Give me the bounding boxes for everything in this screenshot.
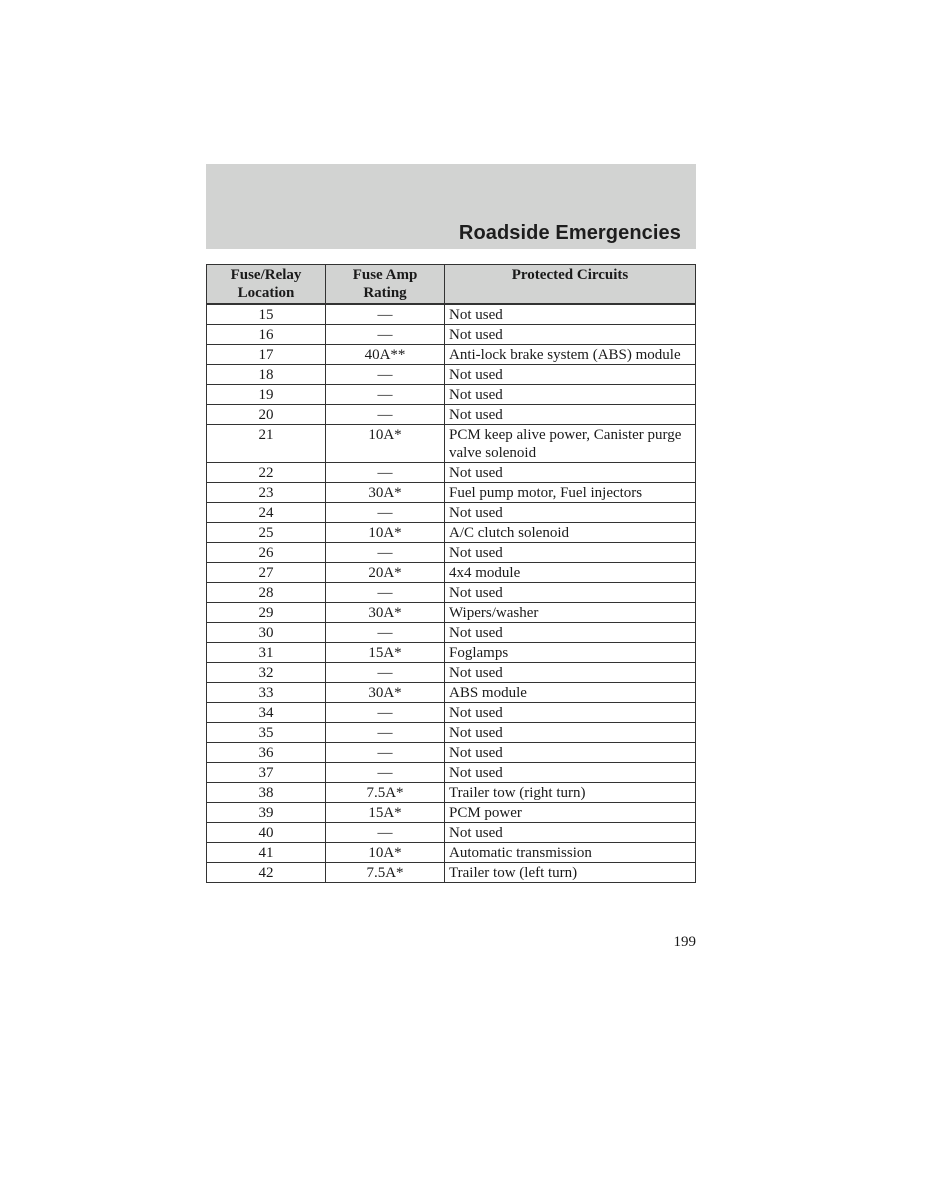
fuse-location-cell: 19 bbox=[207, 385, 326, 405]
protected-circuits-cell: Not used bbox=[445, 463, 696, 483]
table-row bbox=[207, 743, 696, 763]
protected-circuits-cell: A/C clutch solenoid bbox=[445, 523, 696, 543]
fuse-rating-cell: 40A** bbox=[326, 345, 445, 365]
fuse-rating-cell: 7.5A* bbox=[326, 863, 445, 883]
table-row bbox=[207, 703, 696, 723]
fuse-location-cell: 24 bbox=[207, 503, 326, 523]
fuse-location-cell: 16 bbox=[207, 325, 326, 345]
table-row bbox=[207, 425, 696, 463]
fuse-location-cell: 31 bbox=[207, 643, 326, 663]
fuse-rating-cell: 30A* bbox=[326, 483, 445, 503]
fuse-rating-cell: 20A* bbox=[326, 563, 445, 583]
fuse-location-cell: 26 bbox=[207, 543, 326, 563]
table-row bbox=[207, 405, 696, 425]
header-rating bbox=[326, 265, 445, 305]
protected-circuits-cell: Automatic transmission bbox=[445, 843, 696, 863]
fuse-location-cell: 41 bbox=[207, 843, 326, 863]
fuse-location-cell: 17 bbox=[207, 345, 326, 365]
table-row bbox=[207, 803, 696, 823]
protected-circuits-cell: Foglamps bbox=[445, 643, 696, 663]
fuse-rating-cell: — bbox=[326, 463, 445, 483]
header-rating-line2: Rating bbox=[363, 285, 407, 301]
fuse-rating-cell: 15A* bbox=[326, 803, 445, 823]
table-row bbox=[207, 345, 696, 365]
fuse-location-cell: 25 bbox=[207, 523, 326, 543]
fuse-rating-cell: — bbox=[326, 743, 445, 763]
table-row bbox=[207, 523, 696, 543]
table-row bbox=[207, 385, 696, 405]
protected-circuits-cell: Trailer tow (right turn) bbox=[445, 783, 696, 803]
protected-circuits-cell: ABS module bbox=[445, 683, 696, 703]
fuse-rating-cell: — bbox=[326, 325, 445, 345]
header-location-line1: Fuse/Relay bbox=[230, 267, 302, 283]
fuse-location-cell: 21 bbox=[207, 425, 326, 463]
fuse-location-cell: 40 bbox=[207, 823, 326, 843]
fuse-rating-cell: — bbox=[326, 583, 445, 603]
fuse-location-cell: 39 bbox=[207, 803, 326, 823]
table-row bbox=[207, 843, 696, 863]
fuse-location-cell: 27 bbox=[207, 563, 326, 583]
table-row bbox=[207, 823, 696, 843]
table-row bbox=[207, 463, 696, 483]
protected-circuits-cell: Not used bbox=[445, 743, 696, 763]
table-row bbox=[207, 603, 696, 623]
protected-circuits-cell: Fuel pump motor, Fuel injectors bbox=[445, 483, 696, 503]
fuse-rating-cell: 10A* bbox=[326, 523, 445, 543]
fuse-rating-cell: — bbox=[326, 703, 445, 723]
fuse-rating-cell: — bbox=[326, 723, 445, 743]
header-circuits: Protected Circuits bbox=[445, 265, 696, 305]
table-row bbox=[207, 623, 696, 643]
protected-circuits-cell: Not used bbox=[445, 823, 696, 843]
header-location bbox=[207, 265, 326, 305]
fuse-location-cell: 34 bbox=[207, 703, 326, 723]
section-header-band bbox=[206, 164, 696, 249]
fuse-rating-cell: — bbox=[326, 503, 445, 523]
fuse-rating-cell: 10A* bbox=[326, 843, 445, 863]
fuse-rating-cell: — bbox=[326, 823, 445, 843]
fuse-table bbox=[206, 264, 696, 883]
fuse-rating-cell: — bbox=[326, 304, 445, 325]
header-rating-line1: Fuse Amp bbox=[352, 267, 418, 283]
fuse-rating-cell: — bbox=[326, 763, 445, 783]
protected-circuits-cell: Not used bbox=[445, 503, 696, 523]
fuse-rating-cell: — bbox=[326, 405, 445, 425]
page-number: 199 bbox=[673, 934, 696, 950]
protected-circuits-cell: Not used bbox=[445, 385, 696, 405]
protected-circuits-cell: Not used bbox=[445, 304, 696, 325]
fuse-rating-cell: — bbox=[326, 365, 445, 385]
fuse-location-cell: 20 bbox=[207, 405, 326, 425]
fuse-location-cell: 15 bbox=[207, 304, 326, 325]
table-row bbox=[207, 365, 696, 385]
table-row bbox=[207, 783, 696, 803]
table-row bbox=[207, 643, 696, 663]
fuse-rating-cell: 7.5A* bbox=[326, 783, 445, 803]
table-row bbox=[207, 763, 696, 783]
protected-circuits-cell: Not used bbox=[445, 623, 696, 643]
table-row bbox=[207, 683, 696, 703]
protected-circuits-cell: Not used bbox=[445, 723, 696, 743]
fuse-location-cell: 23 bbox=[207, 483, 326, 503]
fuse-rating-cell: — bbox=[326, 663, 445, 683]
protected-circuits-cell: Not used bbox=[445, 763, 696, 783]
protected-circuits-cell: Not used bbox=[445, 365, 696, 385]
protected-circuits-cell: Not used bbox=[445, 583, 696, 603]
fuse-rating-cell: — bbox=[326, 385, 445, 405]
protected-circuits-cell: Not used bbox=[445, 405, 696, 425]
protected-circuits-cell: Wipers/washer bbox=[445, 603, 696, 623]
fuse-location-cell: 29 bbox=[207, 603, 326, 623]
protected-circuits-cell: Not used bbox=[445, 703, 696, 723]
table-row bbox=[207, 483, 696, 503]
table-row bbox=[207, 543, 696, 563]
header-location-line2: Location bbox=[237, 285, 295, 301]
protected-circuits-cell: Trailer tow (left turn) bbox=[445, 863, 696, 883]
protected-circuits-cell: Not used bbox=[445, 325, 696, 345]
table-row bbox=[207, 583, 696, 603]
table-row bbox=[207, 503, 696, 523]
fuse-rating-cell: 15A* bbox=[326, 643, 445, 663]
fuse-location-cell: 22 bbox=[207, 463, 326, 483]
fuse-location-cell: 36 bbox=[207, 743, 326, 763]
protected-circuits-cell: Anti-lock brake system (ABS) module bbox=[445, 345, 696, 365]
fuse-location-cell: 38 bbox=[207, 783, 326, 803]
fuse-location-cell: 42 bbox=[207, 863, 326, 883]
fuse-location-cell: 33 bbox=[207, 683, 326, 703]
fuse-rating-cell: 30A* bbox=[326, 603, 445, 623]
fuse-location-cell: 35 bbox=[207, 723, 326, 743]
protected-circuits-cell: PCM power bbox=[445, 803, 696, 823]
fuse-location-cell: 37 bbox=[207, 763, 326, 783]
fuse-table-body bbox=[207, 304, 696, 883]
fuse-rating-cell: 30A* bbox=[326, 683, 445, 703]
table-row bbox=[207, 563, 696, 583]
protected-circuits-cell: 4x4 module bbox=[445, 563, 696, 583]
table-row bbox=[207, 325, 696, 345]
fuse-location-cell: 18 bbox=[207, 365, 326, 385]
fuse-location-cell: 28 bbox=[207, 583, 326, 603]
table-header-row bbox=[207, 265, 696, 305]
table-row bbox=[207, 863, 696, 883]
protected-circuits-cell: Not used bbox=[445, 663, 696, 683]
fuse-location-cell: 32 bbox=[207, 663, 326, 683]
fuse-rating-cell: — bbox=[326, 543, 445, 563]
table-row bbox=[207, 663, 696, 683]
fuse-rating-cell: — bbox=[326, 623, 445, 643]
table-row bbox=[207, 304, 696, 325]
fuse-location-cell: 30 bbox=[207, 623, 326, 643]
protected-circuits-cell: PCM keep alive power, Canister purge valve solenoid bbox=[445, 425, 696, 463]
table-row bbox=[207, 723, 696, 743]
section-title: Roadside Emergencies bbox=[458, 222, 681, 244]
fuse-rating-cell: 10A* bbox=[326, 425, 445, 463]
protected-circuits-cell: Not used bbox=[445, 543, 696, 563]
